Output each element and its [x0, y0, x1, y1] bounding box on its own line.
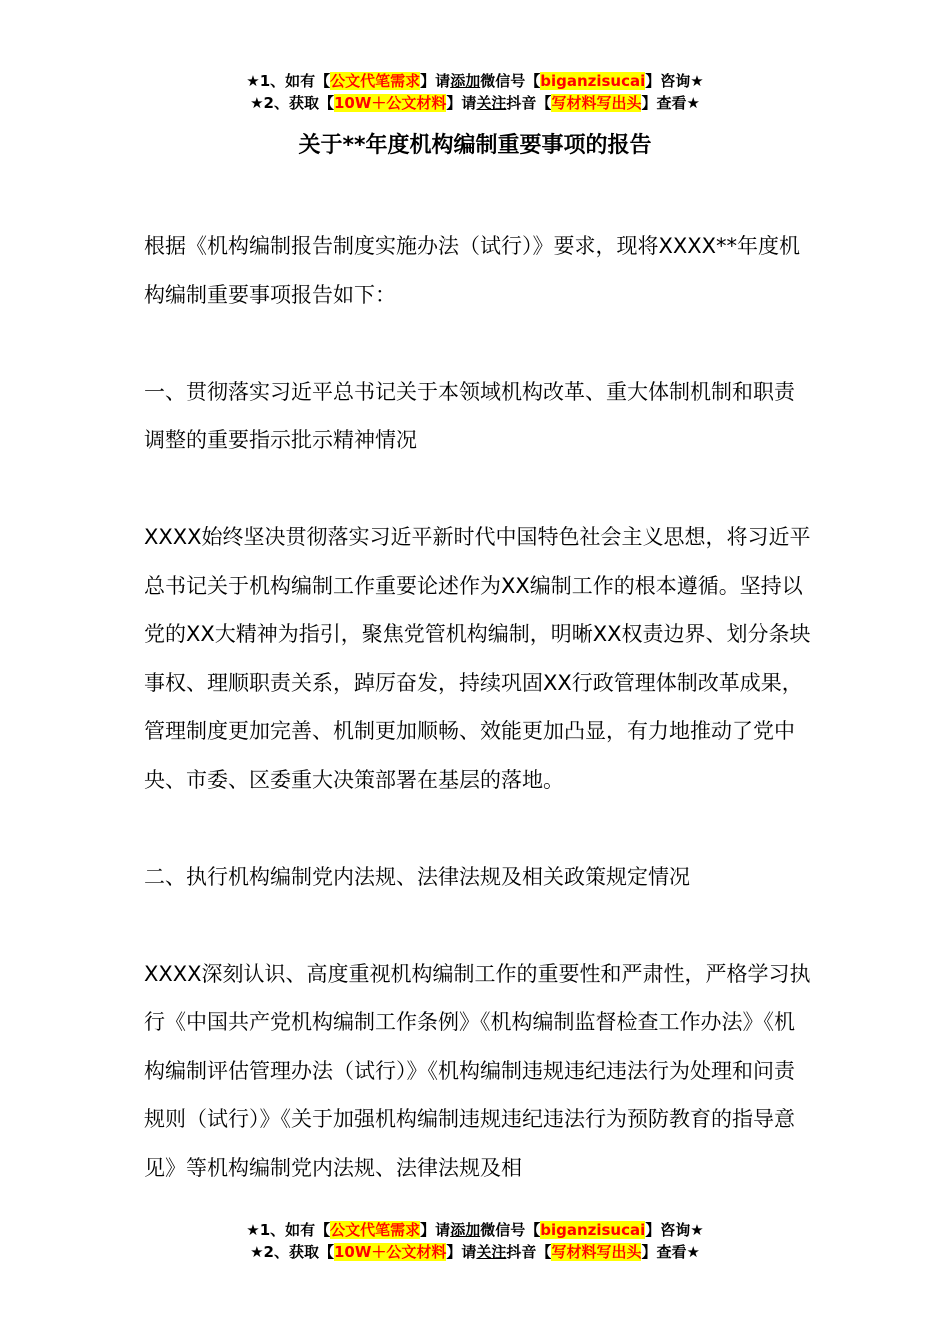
intro-paragraph: 根据《机构编制报告制度实施办法（试行）》要求，现将XXXX**年度机构编制重要事项报告如下： [144, 234, 801, 307]
promo-text: 】请 [446, 1243, 477, 1261]
promo-highlight: biganzisucai [540, 72, 646, 90]
paragraph-spacer [144, 901, 814, 950]
promo-text: ★2、获取【 [250, 1243, 334, 1261]
paragraph-spacer [144, 804, 814, 853]
promo-text: 】查看★ [641, 1243, 700, 1261]
section-body-1: XXXX始终坚决贯彻落实习近平新时代中国特色社会主义思想，将习近平总书记关于机构编制工作重要论述作为XX编制工作的根本遵循。坚持以党的XX大精神为指引，聚焦党管机构编制，明晰XX权责边界、划分条块事权、理顺职责关系，踔厉奋发，持续巩固XX行政管理体制改革成果，管理制度更加完善、机制更加顺畅、效能更加凸显，有力地推动了党中央、市委、区委重大决策部署在基层的落地。 [144, 525, 811, 792]
promo-text: 抖音【 [506, 94, 552, 112]
paragraph-spacer [144, 465, 814, 514]
promo-highlight: 公文代笔需求 [330, 1221, 421, 1239]
promo-highlight: 写材料写出头 [551, 1243, 642, 1261]
promo-line-2 [0, 92, 950, 114]
section-heading-2: 二、执行机构编制党内法规、法律法规及相关政策规定情况 [144, 864, 690, 889]
promo-highlight: 公文代笔需求 [330, 72, 421, 90]
promo-emphasis: 添加 [450, 72, 481, 90]
promo-text: 微信号【 [480, 72, 541, 90]
promo-highlight: 10W＋公文材料 [333, 94, 447, 112]
section-body-2: XXXX深刻认识、高度重视机构编制工作的重要性和严肃性，严格学习执行《中国共产党机构编制工作条例》《机构编制监督检查工作办法》《机构编制评估管理办法（试行）》《机构编制违规违纪违法行为处理和问责规则（试行）》《关于加强机构编制违规违纪违法行为预防教育的指导意见》等机构编制党内法规、法律法规及相 [144, 961, 811, 1180]
promo-emphasis: 添加 [450, 1221, 481, 1239]
promo-text: 】查看★ [641, 94, 700, 112]
document-title: 关于**年度机构编制重要事项的报告 [298, 133, 652, 158]
promo-text: 抖音【 [506, 1243, 552, 1261]
section-heading-1: 一、贯彻落实习近平总书记关于本领域机构改革、重大体制机制和职责调整的重要指示批示精神情况 [144, 379, 795, 452]
promo-line-1 [0, 70, 950, 92]
promo-highlight: 写材料写出头 [551, 94, 642, 112]
promo-text: ★1、如有【 [246, 72, 331, 90]
document-body [144, 222, 814, 1192]
promo-text: 微信号【 [480, 1221, 541, 1239]
top-promo-banner [0, 70, 950, 114]
promo-highlight: 10W＋公文材料 [333, 1243, 447, 1261]
promo-text: ★2、获取【 [250, 94, 334, 112]
promo-emphasis: 关注 [476, 1243, 507, 1261]
promo-text: 】请 [420, 72, 451, 90]
promo-line-2 [0, 1241, 950, 1263]
promo-text: 】咨询★ [645, 72, 704, 90]
promo-text: ★1、如有【 [246, 1221, 331, 1239]
promo-text: 】请 [420, 1221, 451, 1239]
promo-highlight: biganzisucai [540, 1221, 646, 1239]
promo-line-1 [0, 1219, 950, 1241]
paragraph-spacer [144, 319, 814, 368]
promo-text: 】咨询★ [645, 1221, 704, 1239]
promo-text: 】请 [446, 94, 477, 112]
bottom-promo-banner [0, 1219, 950, 1263]
promo-emphasis: 关注 [476, 94, 507, 112]
